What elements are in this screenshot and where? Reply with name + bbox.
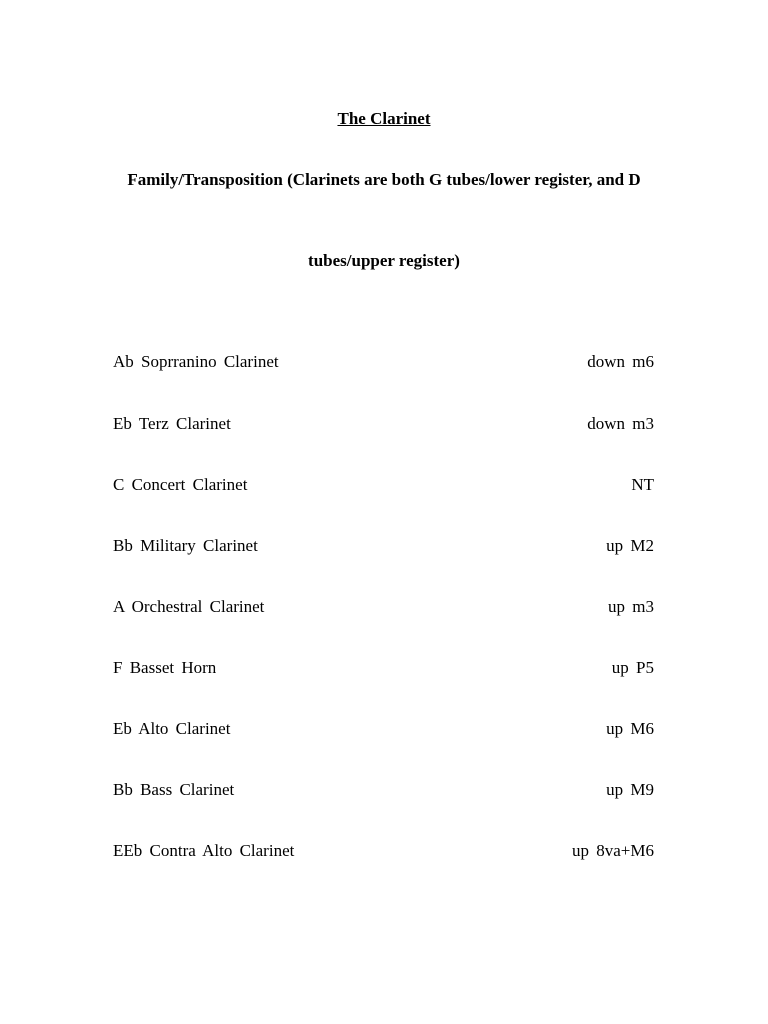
transposition-row bbox=[113, 658, 654, 678]
transposition-value: up M6 bbox=[606, 719, 654, 738]
transposition-value: down m6 bbox=[587, 352, 654, 371]
transposition-row bbox=[113, 352, 654, 372]
instrument-name: A Orchestral Clarinet bbox=[113, 597, 265, 616]
transposition-value: up 8va+M6 bbox=[572, 841, 654, 860]
subtitle-line-2: tubes/upper register) bbox=[308, 251, 460, 270]
transposition-row bbox=[113, 536, 654, 556]
instrument-name: Eb Terz Clarinet bbox=[113, 414, 231, 433]
page-title: The Clarinet bbox=[337, 109, 431, 128]
instrument-name: Bb Bass Clarinet bbox=[113, 780, 235, 799]
transposition-value: NT bbox=[631, 475, 654, 494]
subtitle-line-1: Family/Transposition (Clarinets are both G tubes/lower register, and D bbox=[127, 170, 641, 189]
transposition-row bbox=[113, 719, 654, 739]
transposition-value: up M2 bbox=[606, 536, 654, 555]
instrument-name: C Concert Clarinet bbox=[113, 475, 248, 494]
transposition-row bbox=[113, 475, 654, 495]
instrument-name: Ab Soprranino Clarinet bbox=[113, 352, 279, 371]
transposition-row bbox=[113, 841, 654, 861]
transposition-value: up P5 bbox=[611, 658, 654, 677]
transposition-row bbox=[113, 414, 654, 434]
transposition-row bbox=[113, 597, 654, 617]
transposition-value: up M9 bbox=[606, 780, 654, 799]
instrument-name: EEb Contra Alto Clarinet bbox=[113, 841, 295, 860]
instrument-name: Bb Military Clarinet bbox=[113, 536, 258, 555]
transposition-value: up m3 bbox=[608, 597, 654, 616]
transposition-value: down m3 bbox=[587, 414, 654, 433]
transposition-row bbox=[113, 780, 654, 800]
instrument-name: Eb Alto Clarinet bbox=[113, 719, 231, 738]
instrument-name: F Basset Horn bbox=[113, 658, 217, 677]
